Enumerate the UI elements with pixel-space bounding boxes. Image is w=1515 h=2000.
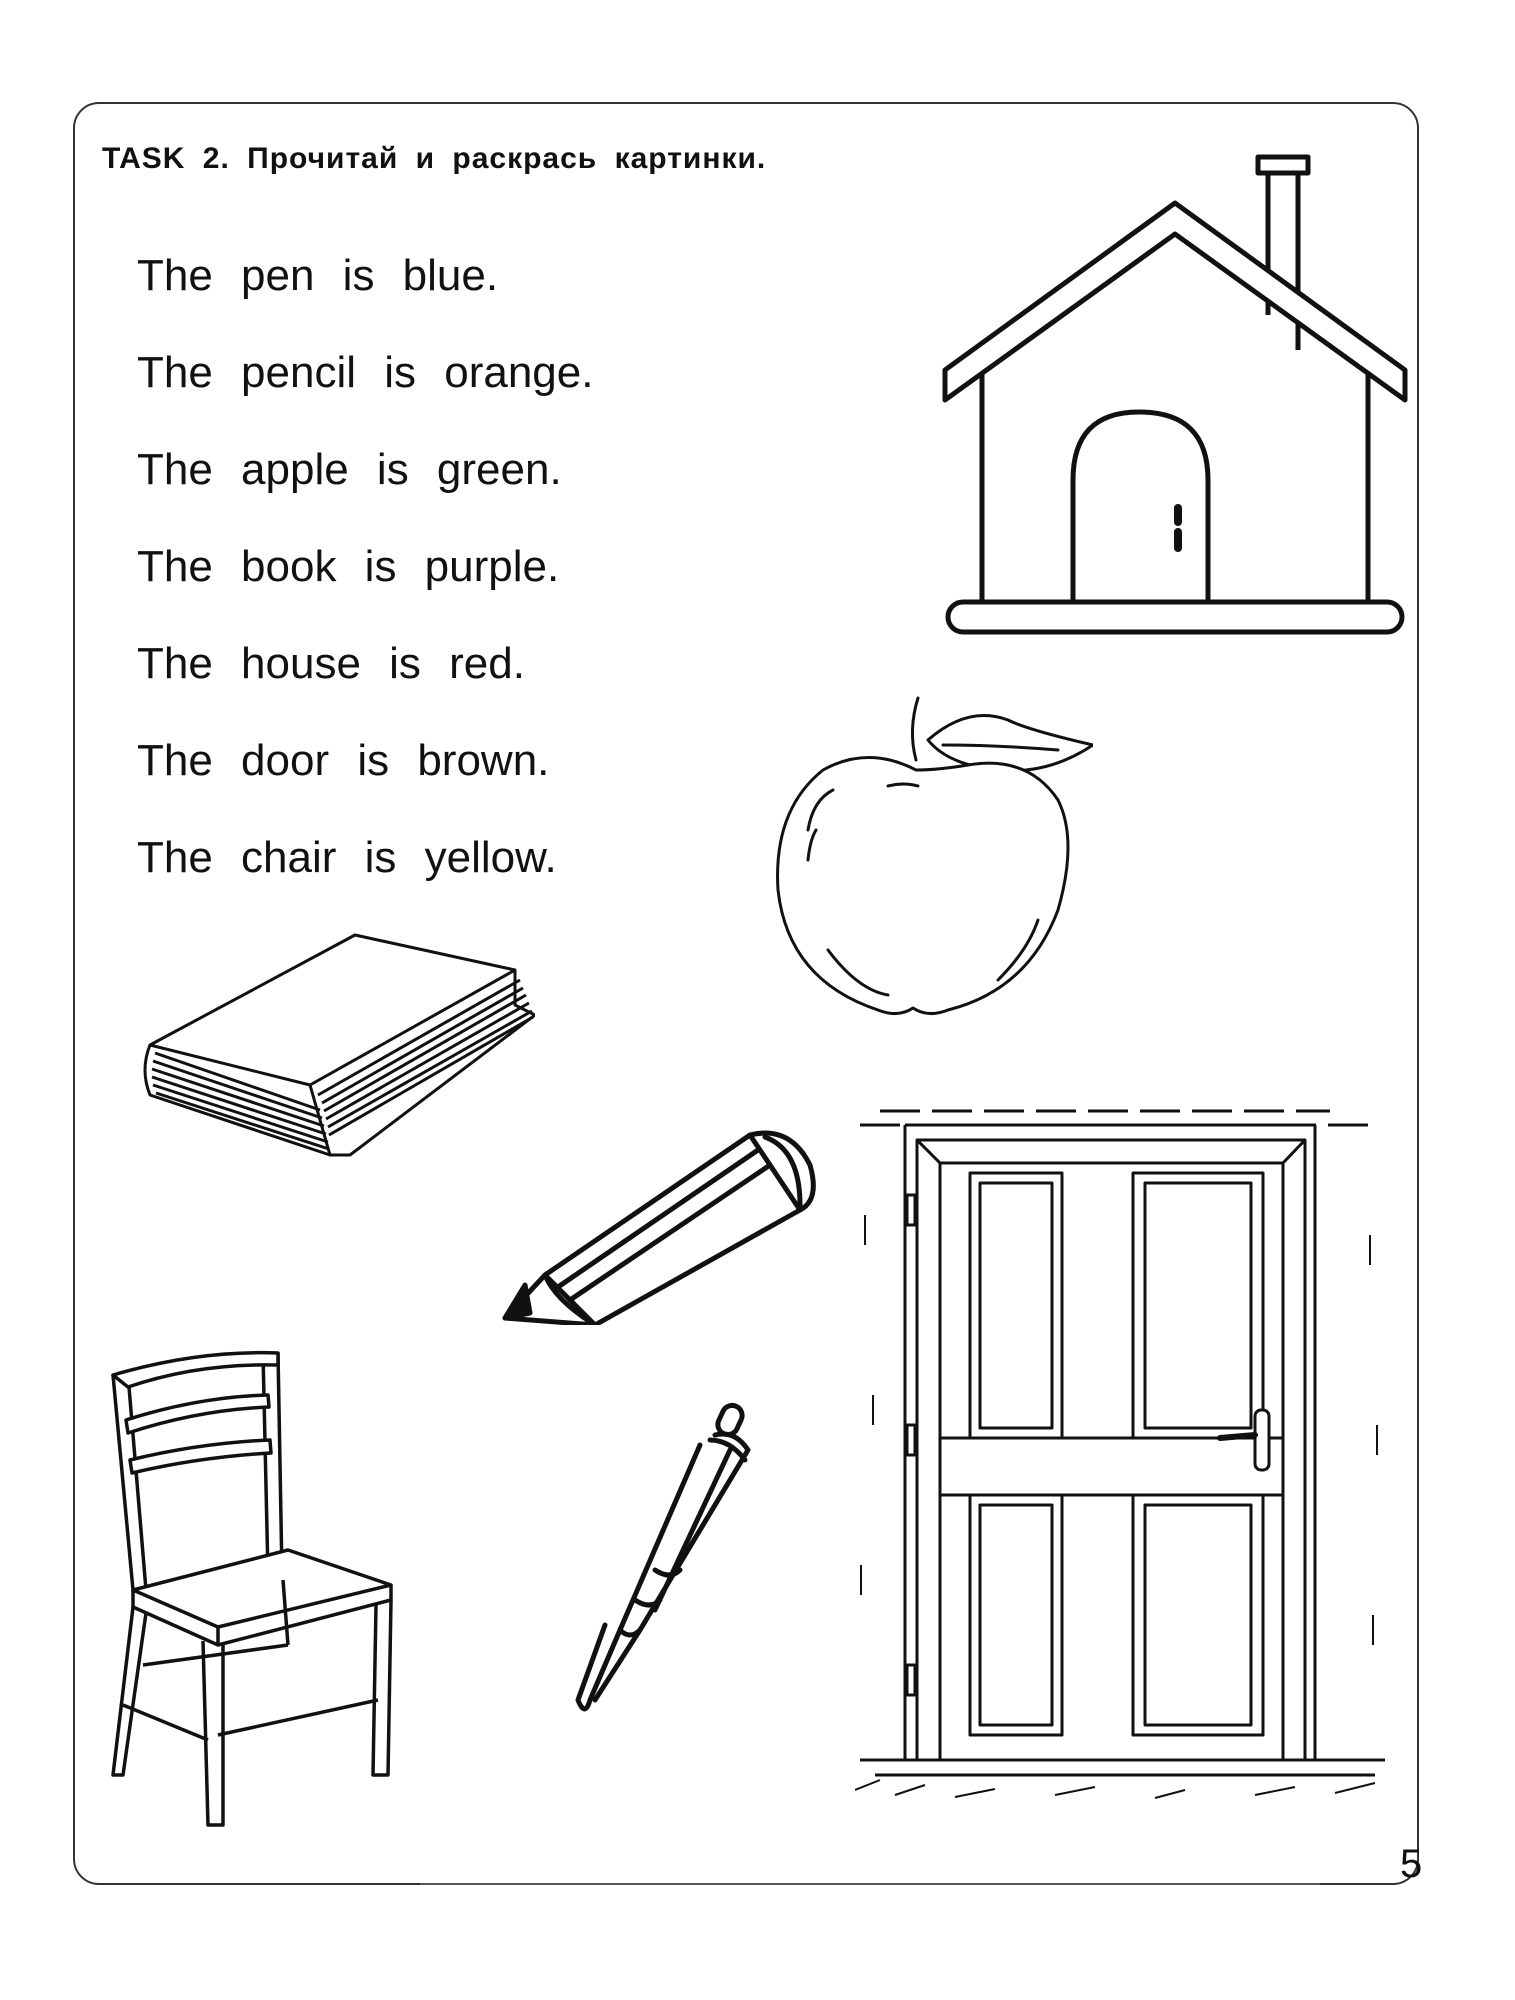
pen-picture — [560, 1400, 755, 1720]
task-title: TASK 2. Прочитай и раскрась картинки. — [102, 142, 767, 175]
page-number: 5 — [1400, 1842, 1423, 1886]
sentence-pen: The pen is blue. — [137, 251, 499, 300]
apple-picture — [768, 690, 1093, 1030]
sentence-chair: The chair is yellow. — [137, 833, 557, 882]
door-picture — [855, 1095, 1390, 1805]
sentence-pencil: The pencil is orange. — [137, 348, 594, 397]
book-picture — [140, 925, 535, 1160]
sentence-house: The house is red. — [137, 639, 525, 688]
sentence-door: The door is brown. — [137, 736, 550, 785]
house-picture — [940, 150, 1410, 650]
sentence-book: The book is purple. — [137, 542, 560, 591]
chair-picture — [108, 1345, 398, 1835]
pencil-picture — [500, 1125, 820, 1325]
footer-line — [420, 1883, 1320, 1885]
sentence-apple: The apple is green. — [137, 445, 562, 494]
sentence-list — [137, 246, 593, 925]
